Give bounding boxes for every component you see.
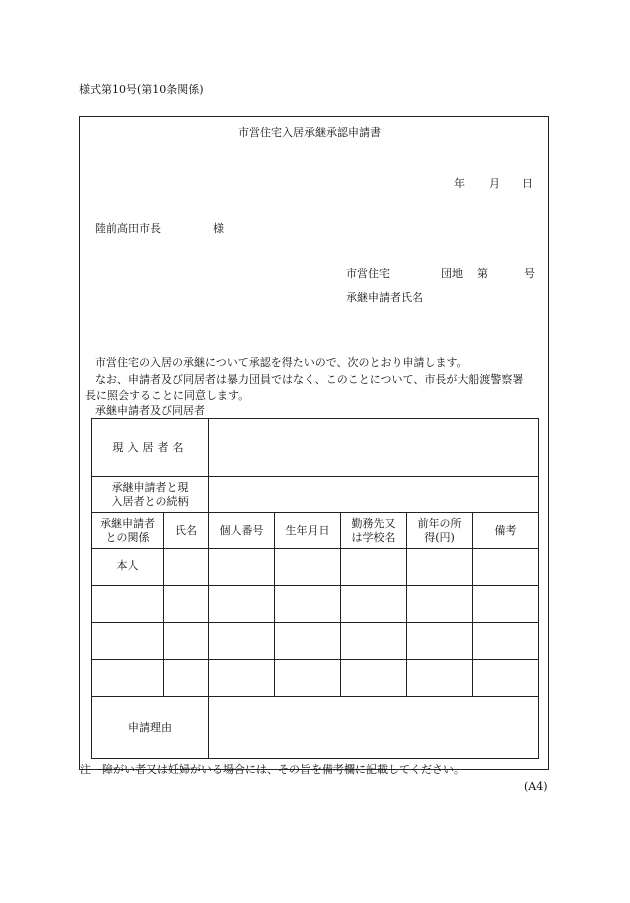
relation-label-1: 承継申請者と現: [111, 480, 189, 494]
date-year: 年: [454, 177, 465, 190]
header-workplace-2: は学校名: [351, 530, 396, 544]
header-remarks: 備考: [473, 513, 539, 549]
header-personal-number: 個人番号: [209, 513, 275, 549]
table-cell[interactable]: [92, 660, 164, 697]
table-cell[interactable]: [164, 623, 209, 660]
table-cell[interactable]: [473, 660, 539, 697]
relation-label-cell: [92, 477, 209, 513]
date-month: 月: [489, 177, 500, 190]
header-income: [407, 513, 473, 549]
table-row: [92, 586, 539, 623]
table-cell[interactable]: [164, 586, 209, 623]
table-cell[interactable]: [341, 549, 407, 586]
table-row: [92, 623, 539, 660]
table-cell[interactable]: [473, 623, 539, 660]
table-cell[interactable]: [275, 549, 341, 586]
header-workplace-1: 勤務先又: [351, 516, 396, 530]
applicant-go: 号: [524, 267, 535, 280]
table-row: [92, 549, 539, 586]
table-cell[interactable]: [209, 549, 275, 586]
body-line-1: 市営住宅の入居の承継について承認を得たいので、次のとおり申請します。: [95, 356, 468, 369]
applicant-name-label: 承継申請者氏名: [346, 291, 423, 304]
paper-size: (A4): [524, 780, 548, 793]
table-cell[interactable]: [92, 623, 164, 660]
header-income-1: 前年の所: [417, 516, 462, 530]
reason-label-cell: [92, 697, 209, 759]
date-day: 日: [522, 177, 533, 190]
current-resident-input[interactable]: [209, 419, 539, 477]
table-cell[interactable]: [407, 549, 473, 586]
table-cell[interactable]: [407, 586, 473, 623]
table-cell[interactable]: [209, 586, 275, 623]
body-line-2: なお、申請者及び同居者は暴力団員ではなく、このことについて、市長が大船渡警察署: [95, 373, 524, 386]
header-income-2: 得(円): [424, 530, 455, 544]
addressee-name: 陸前高田市長: [95, 222, 161, 235]
section-label: 承継申請者及び同居者: [95, 404, 205, 417]
applicant-dai: 第: [477, 267, 488, 280]
reason-input[interactable]: [209, 697, 539, 759]
table-cell[interactable]: [473, 586, 539, 623]
note: 注 障がい者又は妊婦がいる場合には、その旨を備考欄に記載してください。: [80, 763, 465, 776]
header-name: 氏名: [164, 513, 209, 549]
table-cell[interactable]: [407, 660, 473, 697]
header-relation: [92, 513, 164, 549]
table-cell[interactable]: [164, 549, 209, 586]
current-resident-label: 現入居者名: [112, 440, 188, 454]
table-cell[interactable]: [275, 660, 341, 697]
relation-input[interactable]: [209, 477, 539, 513]
header-birth-date: 生年月日: [275, 513, 341, 549]
table-cell[interactable]: [275, 586, 341, 623]
table-cell[interactable]: [341, 586, 407, 623]
applicant-complex: 団地: [441, 267, 463, 280]
header-relation-2: との関係: [105, 530, 150, 544]
resident-table: [91, 418, 539, 759]
table-row: [92, 660, 539, 697]
table-cell[interactable]: [209, 623, 275, 660]
relation-label-2: 入居者との続柄: [111, 494, 189, 508]
body-line-3: 長に照会することに同意します。: [85, 389, 250, 402]
table-cell[interactable]: [164, 660, 209, 697]
table-header-row: [92, 513, 539, 549]
table-cell[interactable]: [275, 623, 341, 660]
current-resident-label-cell: [92, 419, 209, 477]
form-number: 様式第10号(第10条関係): [79, 83, 204, 96]
addressee-honorific: 様: [213, 222, 224, 235]
table-cell[interactable]: [341, 660, 407, 697]
applicant-housing: 市営住宅: [346, 267, 390, 280]
table-cell[interactable]: [209, 660, 275, 697]
table-cell[interactable]: [473, 549, 539, 586]
header-workplace: [341, 513, 407, 549]
reason-label: 申請理由: [128, 720, 172, 734]
form-title: 市営住宅入居承継承認申請書: [238, 126, 381, 139]
header-relation-1: 承継申請者: [100, 516, 155, 530]
table-cell[interactable]: [92, 586, 164, 623]
table-cell[interactable]: [341, 623, 407, 660]
table-cell[interactable]: [407, 623, 473, 660]
self-label: 本人: [92, 549, 164, 586]
